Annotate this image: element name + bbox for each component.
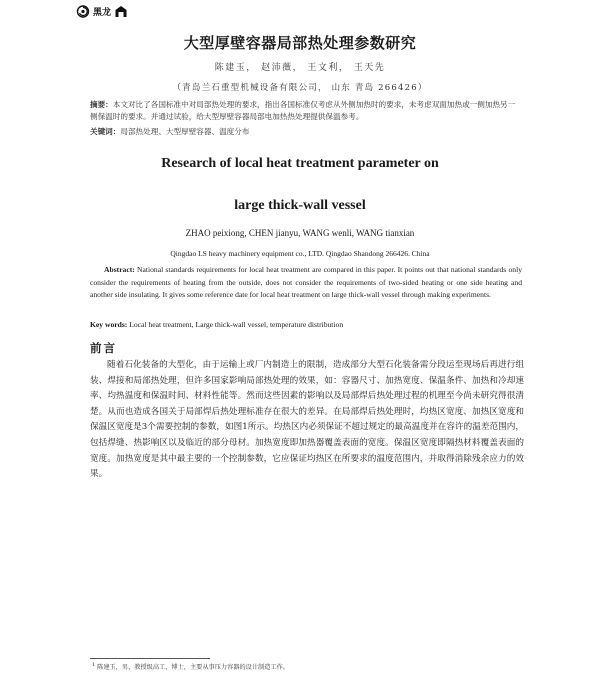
- footnote-marker: 1: [92, 662, 96, 668]
- authors-chinese: 陈建玉， 赵沛薇， 王文利， 王天先: [214, 63, 386, 73]
- title-english-line-2: large thick-wall vessel: [234, 198, 366, 213]
- title-chinese: 大型厚壁容器局部热处理参数研究: [183, 34, 417, 52]
- section-heading-preface: 前言: [90, 341, 117, 355]
- title-english: [0, 148, 600, 222]
- logo-text: 黑龙: [93, 8, 112, 18]
- keywords-english-text: Local heat treatment, Large thick-wall vessel, temperature distribution: [127, 320, 344, 329]
- abstract-chinese: [90, 99, 520, 123]
- abstract-english-label: Abstract:: [104, 265, 135, 274]
- journal-logo: [76, 5, 128, 18]
- footnote: [92, 662, 289, 671]
- authors-english: ZHAO peixiong, CHEN jianyu, WANG wenli, WANG tianxian: [185, 228, 415, 238]
- footnote-text: 陈建玉，男，教授级高工，博士，主要从事压力容器的设计制造工作。: [97, 664, 289, 672]
- affiliation-chinese: （青岛兰石重型机械设备有限公司， 山东 青岛 266426）: [172, 83, 428, 93]
- keywords-english-label: Key words:: [90, 320, 128, 329]
- keywords-english: [90, 320, 522, 329]
- title-english-line-1: Research of local heat treatment parameter on: [161, 156, 439, 171]
- abstract-chinese-label: 摘要：: [90, 100, 113, 109]
- spiral-logo-icon: [76, 5, 90, 18]
- keywords-chinese-label: 关键词：: [90, 127, 121, 136]
- affiliation-english: Qingdao LS heavy machinery equipment co., LTD. Qingdao Shandong 266426. China: [170, 249, 430, 258]
- abstract-english: [90, 264, 522, 302]
- footnote-divider: [90, 658, 210, 659]
- emblem-icon: [114, 5, 128, 18]
- abstract-english-text: National standards requirements for local heat treatment are compared in this paper. It points out that national standards only consider the requirements of heating from the outside, does not consider the requirements of two-sided heating or one side heating and another side insulating. It gives some reference date for local heat treatment on large thick-wall vessel through making experiments.: [90, 265, 522, 300]
- keywords-chinese-text: 局部热处理、大型厚壁容器、温度分布: [120, 127, 250, 136]
- body-paragraph: 随着石化装备的大型化，由于运输上或厂内制造上的限制，造成部分大型石化装备需分段运至现场后再进行组装、焊接和局部热处理，但许多国家影响局部热处理的效果，如：容器尺寸、加热宽度、保温条件、加热和冷却速率、均热温度和保温时间、材料性能等。然而这些因素的影响以及局部焊后热处理过程的机理至今尚未研究得很清楚。从而也造成各国关于局部焊后热处理标准存在很大的差异。在局部焊后热处理时，均热区宽度、加热区宽度和保温区宽度是3个需要控制的参数，如图1所示。均热区内必须保证不超过规定的最高温度并在容许的温差范围内，包括焊缝、热影响区以及临近的部分母材。加热宽度即加热器覆盖表面的宽度。保温区宽度即隔热材料覆盖表面的宽度。加热宽度是其中最主要的一个控制参数，它应保证均热区在所要求的温度范围内，并取得消除残余应力的效果。: [90, 360, 524, 480]
- keywords-chinese: [90, 126, 520, 137]
- abstract-chinese-text: 本文对比了各国标准中对局部热处理的要求，指出各国标准仅考虑从外侧加热时的要求，未考虑双面加热或一侧加热另一侧保温时的要求。并通过试验，给大型厚壁容器局部电加热热处理提供保温参考。: [90, 100, 516, 121]
